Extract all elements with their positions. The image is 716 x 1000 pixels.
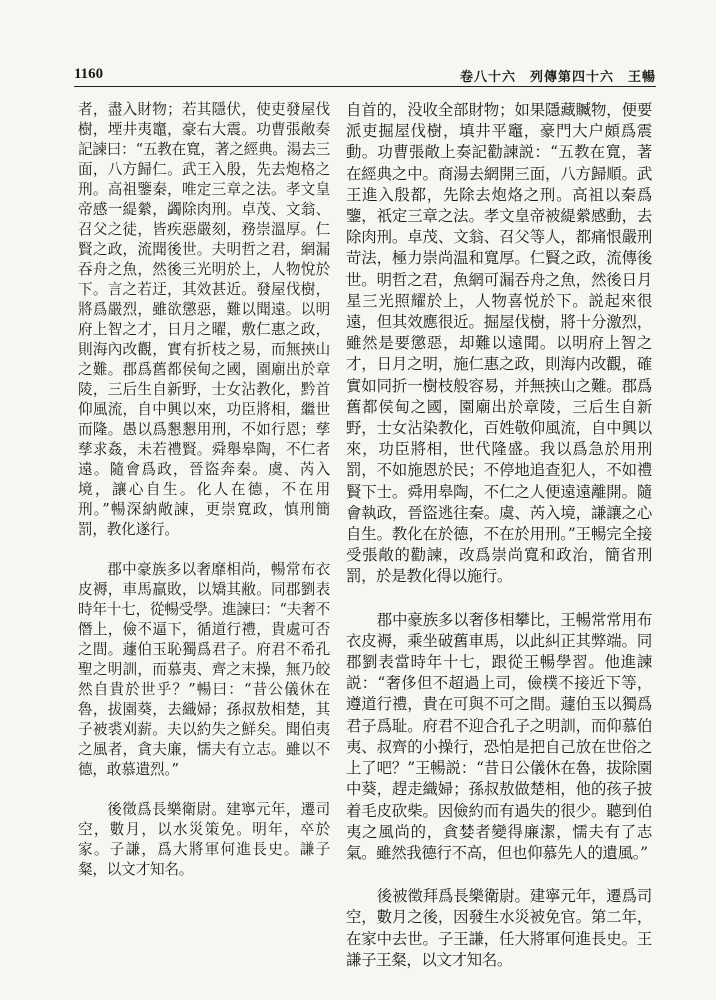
page-number: 1160 bbox=[74, 66, 104, 82]
translation-column bbox=[346, 100, 652, 971]
translation-paragraph: 自首的，没收全部財物；如果隱藏贓物，便要派吏掘屋伐樹，填井平竈，豪門大户頗爲震動。功曹張敞上奏記勸諫説：“五教在寬，著在經典之中。商湯去網開三面，八方歸順。武王進入殷都，先除去炮烙之刑。高祖以秦爲鑒，祇定三章之法。孝文皇帝被緹縈感動，去除肉刑。卓茂、文翁、召父等人，都痛恨嚴刑苛法，極力崇尚温和寬厚。仁賢之政，流傳後世。明哲之君，魚網可漏吞舟之魚，然後日月星三光照耀於上，人物喜悦於下。説起來很遠，但其效應很近。掘屋伐樹，將十分激烈，雖然是要懲惡，却難以遠聞。以明府上智之才，日月之明，施仁惠之政，則海内改觀，確實如同折一樹枝般容易，并無挾山之難。郡爲舊都侯甸之國，園廟出於章陵，三后生自新野，士女沾染教化，百姓敬仰風流，自中興以來，功臣將相，世代隆盛。我以爲急於用刑罰，不如施恩於民；不停地追查犯人，不如禮賢下士。舜用皋陶，不仁之人便遠遠離開。隨會執政，晉盜逃往秦。虞、芮入境，謙讓之心自生。教化在於德，不在於用刑。”王暢完全接受張敞的勸諫，改爲崇尚寬和政治，簡省刑罰，於是教化得以施行。 bbox=[346, 101, 652, 586]
classical-paragraph: 郡中豪族多以奢靡相尚，暢常布衣皮褥，車馬羸敗，以矯其敝。同郡劉表時年十七，從暢受學。進諫曰：“夫奢不僭上，儉不逼下，循道行禮，貴處可否之間。蘧伯玉恥獨爲君子。府君不希孔聖之明訓，而慕夷、齊之末操，無乃皎然自貴於世乎？”暢曰：“昔公儀休在魯，拔園葵，去織婦；孫叔敖相楚，其子被裘刈薪。夫以約失之鮮矣。聞伯夷之風者，貪夫廉，懦夫有立志。雖以不德，敢慕遺烈。” bbox=[78, 561, 330, 778]
running-title: 卷八十六 列傳第四十六 王暢 bbox=[459, 70, 656, 85]
classical-paragraph: 者，盡入財物；若其隱伏，使吏發屋伐樹，堙井夷竈，豪右大震。功曹張敞奏記諫曰：“五教在寬，著之經典。湯去三面，八方歸仁。武王入殷，先去炮格之刑。高祖鑒秦，唯定三章之法。孝文皇帝感一緹縈，蠲除肉刑。卓茂、文翁、召父之徒，皆疾惡嚴刻，務崇溫厚。仁賢之政，流聞後世。夫明哲之君，網漏吞舟之魚，然後三光明於上，人物悅於下。言之若迂，其效甚近。發屋伐樹，將爲嚴烈，雖欲懲惡，難以聞遠。以明府上智之才，日月之曜，敷仁惠之政，則海內改觀，實有折枝之易，而無挾山之難。郡爲舊都侯甸之國，園廟出於章陵，三后生自新野，士女沾教化，黔首仰風流，自中興以來，功臣將相，繼世而隆。愚以爲懇懇用刑，不如行恩；孳孳求姦，未若禮賢。舜舉皋陶，不仁者遠。隨會爲政，晉盜奔秦。虞、芮入境，讓心自生。化人在德，不在用刑。”暢深納敞諫，更崇寬政，慎刑簡罰，教化遂行。 bbox=[78, 101, 330, 538]
header-rule bbox=[74, 86, 656, 87]
running-header bbox=[74, 66, 656, 96]
translation-paragraph: 郡中豪族多以奢侈相攀比，王暢常常用布衣皮褥，乘坐破舊車馬，以此糾正其弊端。同郡劉表當時年十七，跟從王暢學習。他進諫説：“奢侈但不超過上司，儉樸不接近下等，遵道行禮，貴在可與不可之間。蘧伯玉以獨爲君子爲耻。府君不迎合孔子之明訓，而仰慕伯夷、叔齊的小操行，恐怕是把自己放在世俗之上了吧？”王暢説：“昔日公儀休在魯，拔除園中葵，趕走織婦；孫叔敖做楚相，他的孩子披着毛皮砍柴。因儉約而有過失的很少。聽到伯夷之風尚的，貪婪者變得廉潔，懦夫有了志氣。雖然我德行不高，但也仰慕先人的遺風。” bbox=[346, 610, 652, 862]
translation-paragraph: 後被徵拜爲長樂衛尉。建寧元年，遷爲司空，數月之後，因發生水災被免官。第二年，在家中去世。子王謙，任大將軍何進長史。王謙子王粲，以文才知名。 bbox=[346, 887, 652, 969]
classical-text-column bbox=[78, 100, 330, 880]
classical-paragraph: 後徵爲長樂衛尉。建寧元年，遷司空，數月，以水災策免。明年，卒於家。子謙，爲大將軍何進長史。謙子粲，以文才知名。 bbox=[78, 801, 330, 878]
